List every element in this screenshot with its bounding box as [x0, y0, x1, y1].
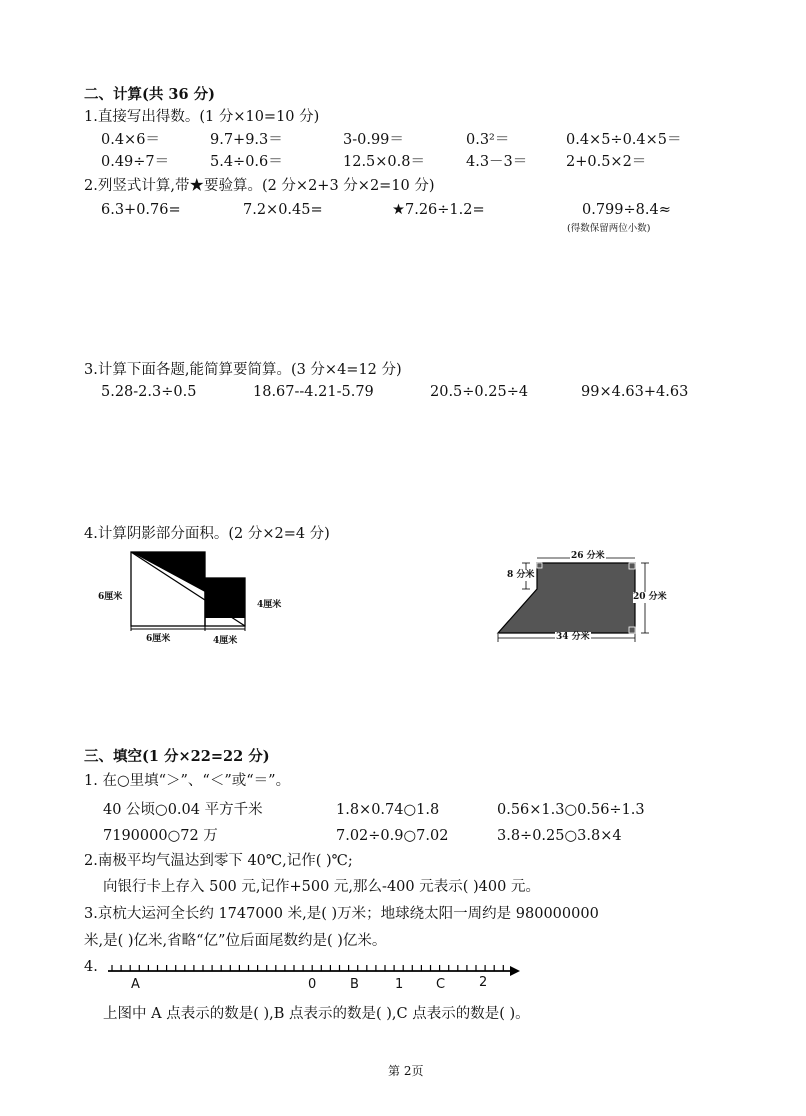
q3-item: 5.28-2.3÷0.5: [101, 384, 197, 400]
q3-item: 20.5÷0.25÷4: [430, 384, 529, 400]
section-3-title: 三、填空(1 分×22=22 分): [84, 748, 270, 765]
q3-title: 3.计算下面各题,能简算要简算。(3 分×4=12 分): [84, 362, 402, 378]
q1-item: 4.3－3＝: [466, 154, 528, 170]
section-2-title: 二、计算(共 36 分): [84, 86, 215, 103]
number-line-label-0: 0: [308, 977, 317, 992]
q2-title: 2.列竖式计算,带★要验算。(2 分×2+3 分×2=10 分): [84, 178, 435, 194]
fill-q2-line-2: 向银行卡上存入 500 元,记作+500 元,那么-400 元表示( )400 元。: [103, 879, 540, 895]
page-number: 第 2页: [388, 1064, 424, 1078]
fill-q3-line-2: 米,是( )亿米,省略“亿”位后面尾数约是( )亿米。: [84, 933, 387, 949]
q1-title: 1.直接写出得数。(1 分×10=10 分): [84, 109, 320, 125]
q1-item: 2+0.5×2＝: [566, 154, 647, 170]
number-line-label-a: A: [131, 977, 140, 992]
number-line-arrow: [510, 966, 520, 976]
fill-q1-item: 3.8÷0.25○3.8×4: [497, 828, 622, 844]
q1-item: 0.3²＝: [466, 132, 510, 148]
q1-item: 12.5×0.8＝: [343, 154, 425, 170]
fill-q1-item: 40 公顷○0.04 平方千米: [103, 802, 263, 818]
figure-1-right-label: 4厘米: [257, 600, 282, 610]
q1-item: 0.49÷7＝: [101, 154, 170, 170]
q3-item: 99×4.63+4.63: [581, 384, 689, 400]
fill-q4-question: 上图中 A 点表示的数是( ),B 点表示的数是( ),C 点表示的数是( )。: [103, 1006, 530, 1022]
q1-item: 0.4×6＝: [101, 132, 160, 148]
figure-1-left-label: 6厘米: [98, 592, 123, 602]
figure-1-bottom-right-label: 4厘米: [213, 636, 238, 646]
q2-note: (得数保留两位小数): [567, 223, 651, 234]
figure-1-bottom-left-label: 6厘米: [146, 634, 171, 644]
number-line-label-c: C: [436, 977, 446, 992]
fill-q3-line-1: 3.京杭大运河全长约 1747000 米,是( )万米；地球绕太阳一周约是 980000000: [84, 906, 599, 922]
q2-item: ★7.26÷1.2=: [392, 202, 485, 218]
fill-q1-item: 7190000○72 万: [103, 828, 218, 844]
fill-q1-title: 1. 在○里填“＞”、“＜”或“＝”。: [84, 773, 291, 789]
q4-title: 4.计算阴影部分面积。(2 分×2=4 分): [84, 526, 330, 542]
number-line-label-2: 2: [479, 975, 488, 990]
q1-item: 3-0.99＝: [343, 132, 404, 148]
fill-q4-number: 4.: [84, 959, 98, 975]
figure-2-bottom-label: 34 分米: [556, 632, 590, 642]
number-line-label-b: B: [350, 977, 359, 992]
q2-item: 0.799÷8.4≈: [582, 202, 671, 218]
fill-q2-line-1: 2.南极平均气温达到零下 40℃,记作( )℃;: [84, 853, 353, 869]
fill-q1-item: 0.56×1.3○0.56÷1.3: [497, 802, 645, 818]
fill-q1-item: 7.02÷0.9○7.02: [336, 828, 449, 844]
figure-2-right-label: 20 分米: [633, 592, 667, 602]
q2-item: 6.3+0.76=: [101, 202, 181, 218]
q1-item: 0.4×5÷0.4×5＝: [566, 132, 682, 148]
figure-2-left-label: 8 分米: [507, 570, 535, 580]
q1-item: 9.7+9.3＝: [210, 132, 283, 148]
q2-item: 7.2×0.45=: [243, 202, 323, 218]
figure-2-top-label: 26 分米: [571, 551, 605, 561]
q3-item: 18.67--4.21-5.79: [253, 384, 374, 400]
q1-item: 5.4÷0.6＝: [210, 154, 283, 170]
fill-q1-item: 1.8×0.74○1.8: [336, 802, 440, 818]
number-line-label-1: 1: [395, 977, 404, 992]
